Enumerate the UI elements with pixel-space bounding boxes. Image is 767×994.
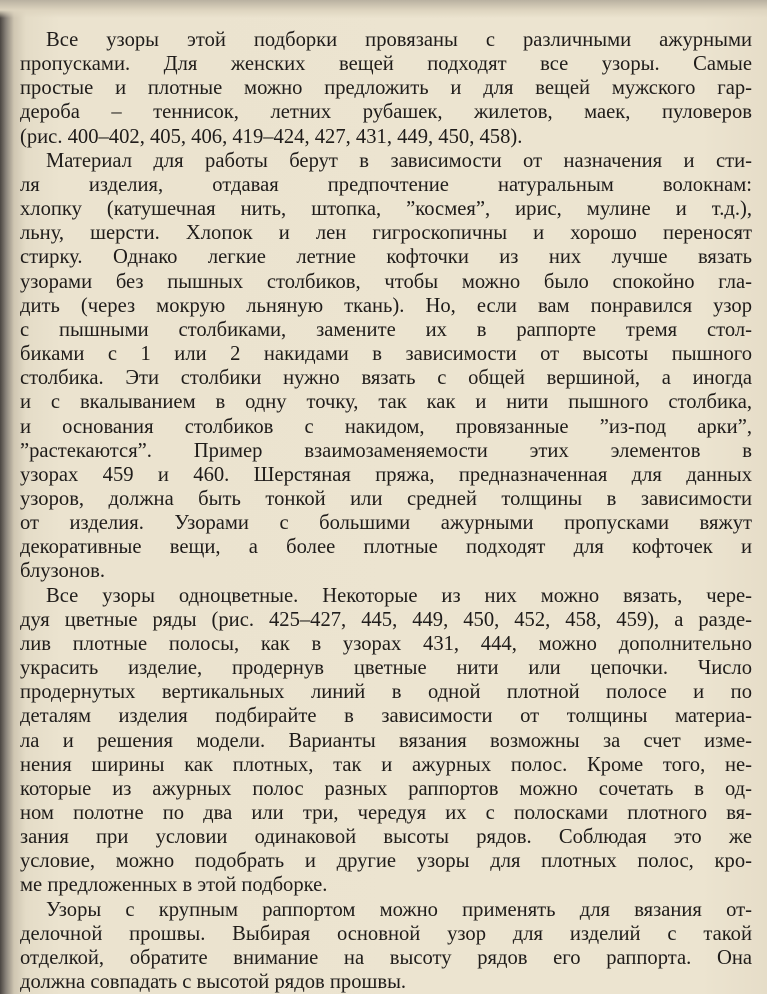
paragraph — [20, 28, 752, 149]
text-line: пропусками. Для женских вещей подходят все узоры. Самые — [20, 53, 752, 76]
text-line: льну, шерсти. Хлопок и лен гигроскопичны и хорошо переносят — [20, 222, 752, 245]
text-line: Материал для работы берут в зависимости от назначения и сти- — [46, 149, 752, 172]
text-line: дить (через мокрую льняную ткань). Но, если вам понравился узор — [20, 294, 752, 317]
text-line: ном полотне по два или три, чередуя их с полосками плотного вя- — [20, 802, 752, 824]
text-line: деталям изделия подбирайте в зависимости от толщины материа- — [20, 705, 752, 728]
text-line: узорами без пышных столбиков, чтобы можно было спокойно гла- — [20, 270, 752, 293]
text-line: ла и решения модели. Варианты вязания возможны за счет изме- — [20, 729, 752, 752]
text-line: узоров, должна быть тонкой или средней толщины в зависимости — [20, 487, 752, 510]
text-line: дуя цветные ряды (рис. 425–427, 445, 449, 450, 452, 458, 459), а разде- — [20, 608, 752, 631]
paragraph — [20, 149, 752, 584]
text-line: ”растекаются”. Пример взаимозаменяемости этих элементов в — [20, 439, 752, 462]
text-line: условие, можно подобрать и другие узоры для плотных полос, кро- — [20, 850, 752, 873]
text-line: узорах 459 и 460. Шерстяная пряжа, предназначенная для данных — [20, 463, 752, 486]
paragraph — [20, 584, 752, 898]
text-line: Все узоры этой подборки провязаны с различными ажурными — [46, 29, 752, 51]
text-line: и основания столбиков с накидом, провязанные ”из-под арки”, — [20, 415, 752, 438]
text-line: лив плотные полосы, как в узорах 431, 444, можно дополнительно — [20, 632, 752, 655]
text-line: делочной прошвы. Выбирая основной узор для изделий с такой — [20, 922, 752, 945]
text-line: продернутых вертикальных линий в одной плотной полосе и по — [20, 681, 752, 704]
text-line: ля изделия, отдавая предпочтение натуральным волокнам: — [20, 173, 752, 196]
text-line: от изделия. Узорами с большими ажурными пропусками вяжут — [20, 512, 752, 535]
text-line: дероба – теннисок, летних рубашек, жилетов, маек, пуловеров — [20, 101, 752, 124]
page-text-block — [20, 28, 752, 994]
page-top-shadow — [0, 0, 767, 18]
text-line: декоративные вещи, а более плотные подходят для кофточек и — [20, 536, 752, 559]
text-line: украсить изделие, продернув цветные нити или цепочки. Число — [20, 657, 752, 680]
text-line: нения ширины как плотных, так и ажурных полос. Кроме того, не- — [20, 753, 752, 776]
text-line: биками с 1 или 2 накидами в зависимости от высоты пышного — [20, 343, 752, 366]
text-line: которые из ажурных полос разных раппортов можно сочетать в од- — [20, 777, 752, 800]
text-line: столбика. Эти столбики нужно вязать с общей вершиной, а иногда — [20, 367, 752, 390]
text-line: и с вкалыванием в одну точку, так как и нити пышного столбика, — [20, 391, 752, 414]
text-line: Узоры с крупным раппортом можно применять для вязания от- — [46, 898, 752, 921]
text-line: стирку. Однако легкие летние кофточки из них лучше вязать — [20, 246, 752, 269]
text-line: с пышными столбиками, замените их в раппорте тремя стол- — [20, 318, 752, 341]
paragraph — [20, 898, 752, 994]
text-line: (рис. 400–402, 405, 406, 419–424, 427, 431, 449, 450, 458). — [20, 125, 523, 148]
text-line: простые и плотные можно предложить и для вещей мужского гар- — [20, 77, 752, 100]
text-line: Все узоры одноцветные. Некоторые из них можно вязать, чере- — [46, 584, 752, 607]
text-line: ме предложенных в этой подборке. — [20, 874, 328, 897]
text-line: отделкой, обратите внимание на высоту рядов его раппорта. Она — [20, 946, 752, 969]
text-line: должна совпадать с высотой рядов прошвы. — [20, 971, 407, 994]
text-line: хлопку (катушечная нить, штопка, ”космея”, ирис, мулине и т.д.), — [20, 198, 752, 221]
text-line: зания при условии одинаковой высоты рядов. Соблюдая это же — [20, 826, 752, 849]
text-line: блузонов. — [20, 560, 106, 583]
